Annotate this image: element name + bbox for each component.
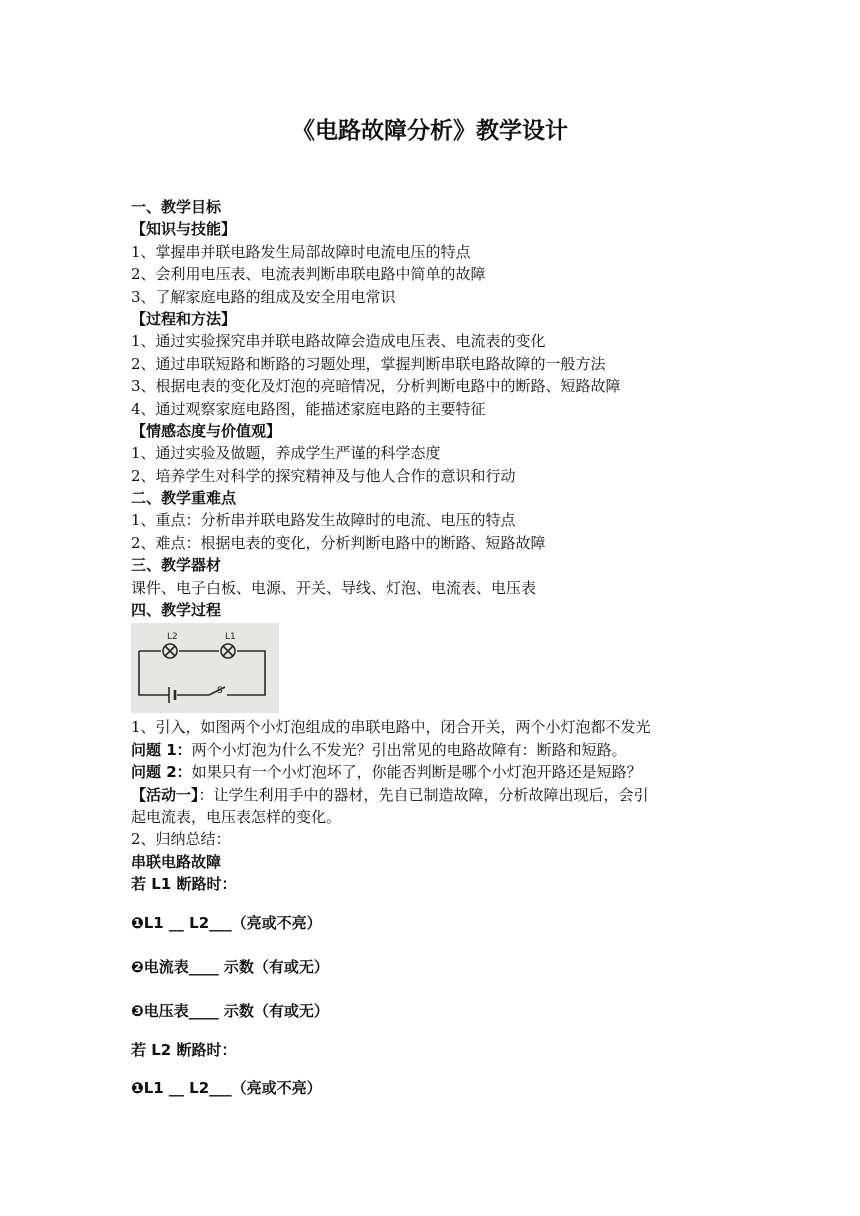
case-l1-item-text: 电流表____ 示数（有或无） bbox=[143, 957, 329, 976]
knowledge-item: 3、了解家庭电路的组成及安全用电常识 bbox=[131, 287, 396, 306]
diagram-background bbox=[131, 623, 279, 713]
page-title: 《电路故障分析》教学设计 bbox=[292, 118, 568, 144]
document-body bbox=[131, 196, 771, 1100]
case-l1-item bbox=[131, 956, 771, 978]
intro-text: 1、引入，如图两个小灯泡组成的串联电路中，闭合开关，两个小灯泡都不发光 bbox=[131, 718, 651, 737]
question-1-text: 两个小灯泡为什么不发光？引出常见的电路故障有：断路和短路。 bbox=[191, 740, 627, 759]
case-l1-item bbox=[131, 1000, 771, 1022]
activity-label: 【活动一】 bbox=[131, 785, 199, 804]
lamp-l2-label: L2 bbox=[167, 632, 178, 643]
emotion-item: 1、通过实验及做题，养成学生严谨的科学态度 bbox=[131, 444, 441, 463]
number-1-icon: ❶ bbox=[131, 913, 144, 932]
keypoints-heading: 二、教学重难点 bbox=[131, 489, 237, 508]
question-2-text: 如果只有一个小灯泡坏了，你能否判断是哪个小灯泡开路还是短路？ bbox=[191, 763, 642, 782]
knowledge-item: 2、会利用电压表、电流表判断串联电路中简单的故障 bbox=[131, 265, 486, 284]
number-1-icon: ❶ bbox=[131, 1079, 144, 1098]
process-heading: 【过程和方法】 bbox=[131, 309, 237, 328]
case-l2-heading: 若 L2 断路时： bbox=[131, 1040, 237, 1059]
case-l2-item bbox=[131, 1077, 771, 1099]
equipment-list: 课件、电子白板、电源、开关、导线、灯泡、电流表、电压表 bbox=[131, 578, 537, 597]
case-l1-item bbox=[131, 912, 771, 934]
case-l2-item-text: L1 __ L2___（亮或不亮） bbox=[143, 1079, 322, 1098]
activity-text-continued: 起电流表，电压表怎样的变化。 bbox=[131, 807, 342, 826]
process-item: 3、根据电表的变化及灯泡的亮暗情况，分析判断电路中的断路、短路故障 bbox=[131, 377, 621, 396]
emotion-item: 2、培养学生对科学的探究精神及与他人合作的意识和行动 bbox=[131, 466, 516, 485]
keypoint-item: 1、重点：分析串并联电路发生故障时的电流、电压的特点 bbox=[131, 511, 516, 530]
knowledge-item: 1、掌握串并联电路发生局部故障时电流电压的特点 bbox=[131, 242, 471, 261]
activity-text: ：让学生利用手中的器材，先自已制造故障，分析故障出现后，会引 bbox=[198, 785, 649, 804]
series-fault-heading: 串联电路故障 bbox=[131, 852, 222, 871]
knowledge-heading: 【知识与技能】 bbox=[131, 220, 237, 239]
question-2 bbox=[131, 761, 771, 783]
procedure-heading: 四、教学过程 bbox=[131, 601, 222, 620]
number-2-icon: ❷ bbox=[131, 957, 144, 976]
emotion-heading: 【情感态度与价值观】 bbox=[131, 421, 282, 440]
lamp-l1-label: L1 bbox=[225, 632, 236, 643]
activity-one bbox=[131, 784, 771, 806]
keypoint-item: 2、难点：根据电表的变化，分析判断电路中的断路、短路故障 bbox=[131, 533, 546, 552]
goals-heading: 一、教学目标 bbox=[131, 198, 222, 216]
process-item: 4、通过观察家庭电路图，能描述家庭电路的主要特征 bbox=[131, 399, 486, 418]
question-2-label: 问题 2： bbox=[131, 763, 192, 782]
number-3-icon: ❸ bbox=[131, 1002, 144, 1021]
process-item: 1、通过实验探究串并联电路故障会造成电压表、电流表的变化 bbox=[131, 332, 546, 351]
series-circuit-diagram bbox=[131, 623, 279, 713]
process-item: 2、通过串联短路和断路的习题处理，掌握判断串联电路故障的一般方法 bbox=[131, 354, 606, 373]
question-1 bbox=[131, 739, 771, 761]
case-l1-heading: 若 L1 断路时： bbox=[131, 875, 237, 894]
summary-line: 2、归纳总结： bbox=[131, 830, 231, 849]
question-1-label: 问题 1： bbox=[131, 740, 192, 759]
case-l1-item-text: L1 __ L2___（亮或不亮） bbox=[143, 913, 322, 932]
equipment-heading: 三、教学器材 bbox=[131, 556, 222, 575]
case-l1-item-text: 电压表____ 示数（有或无） bbox=[143, 1002, 329, 1021]
switch-label: S bbox=[217, 686, 223, 697]
